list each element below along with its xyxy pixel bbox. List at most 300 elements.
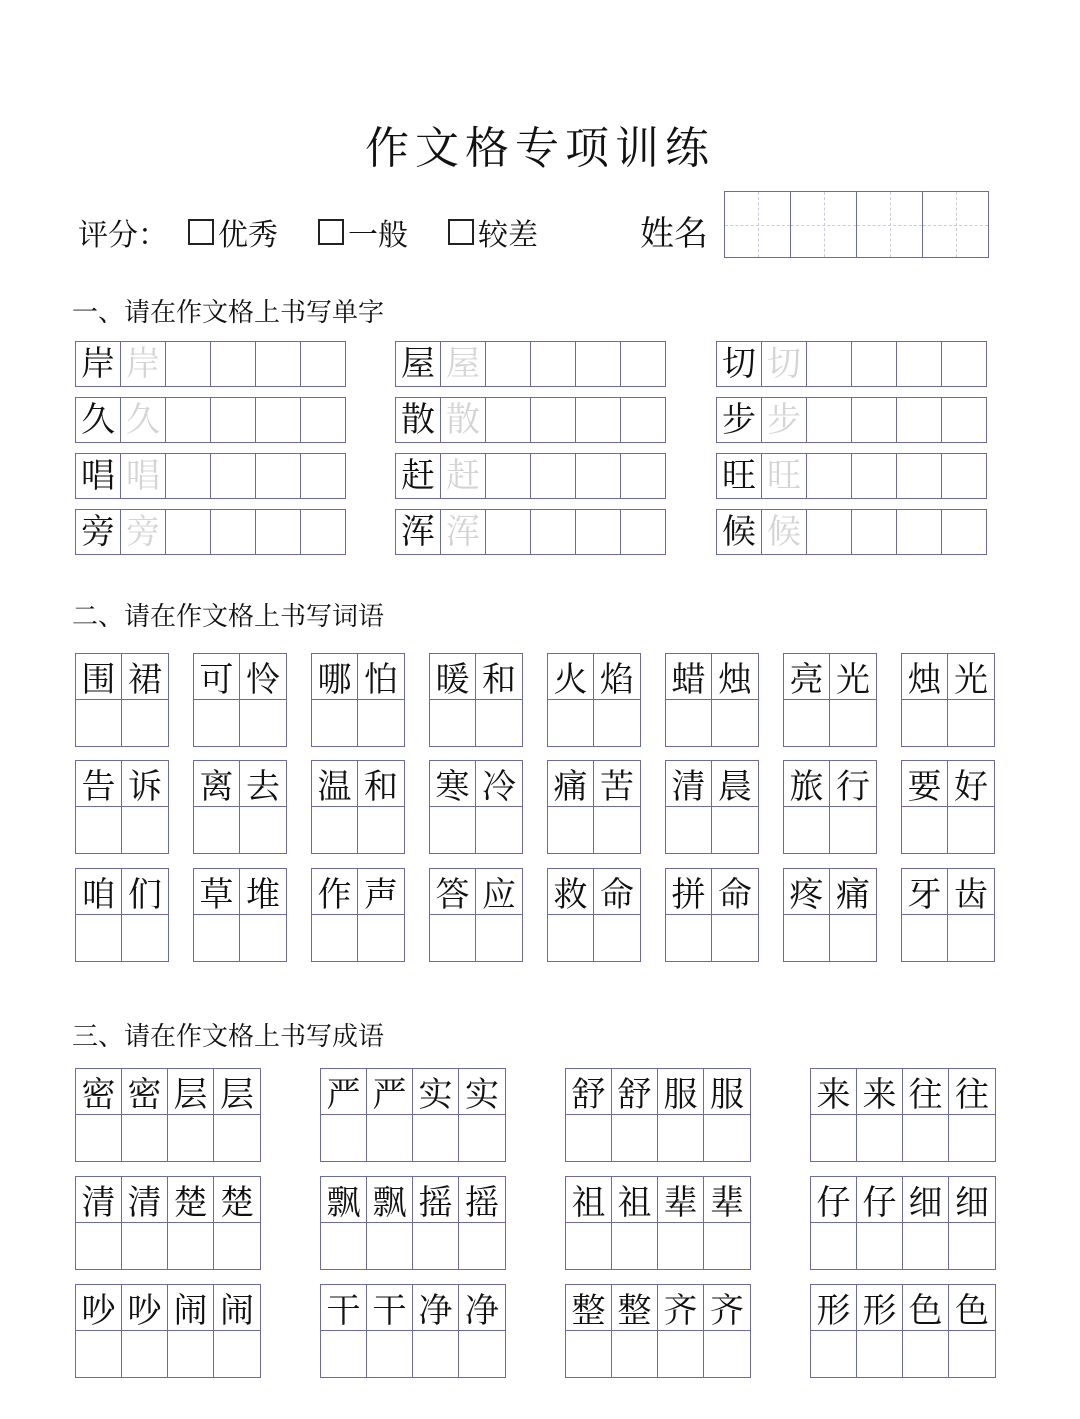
writing-cell[interactable]: [312, 915, 358, 961]
writing-cell[interactable]: [76, 1331, 122, 1377]
writing-cell[interactable]: [240, 807, 286, 853]
writing-cell[interactable]: [948, 915, 994, 961]
checkbox[interactable]: [318, 219, 344, 245]
writing-cell[interactable]: [784, 700, 830, 746]
word-box: [665, 653, 759, 747]
idiom-char: 干: [367, 1285, 413, 1331]
writing-cell[interactable]: [430, 700, 476, 746]
word-box: [665, 868, 759, 962]
trace-char-cell: [120, 397, 166, 443]
word-char: 去: [240, 761, 286, 807]
writing-cell[interactable]: [704, 1115, 750, 1161]
writing-cell[interactable]: [255, 509, 301, 555]
writing-cell[interactable]: [806, 341, 852, 387]
writing-cell[interactable]: [300, 397, 346, 443]
idiom-char: 清: [76, 1177, 122, 1223]
model-char: 唱: [81, 456, 115, 496]
idiom-char: 往: [903, 1069, 949, 1115]
writing-cell[interactable]: [485, 453, 531, 499]
writing-cell[interactable]: [168, 1223, 214, 1269]
writing-cell[interactable]: [658, 1331, 704, 1377]
word-box: [547, 760, 641, 854]
writing-cell[interactable]: [321, 1115, 367, 1161]
writing-cell[interactable]: [857, 1115, 903, 1161]
idiom-char: 仔: [857, 1177, 903, 1223]
writing-cell[interactable]: [902, 915, 948, 961]
writing-cell[interactable]: [165, 341, 211, 387]
idiom-char: 仔: [811, 1177, 857, 1223]
writing-cell[interactable]: [168, 1331, 214, 1377]
writing-cell[interactable]: [122, 700, 168, 746]
writing-cell[interactable]: [76, 1115, 122, 1161]
writing-cell[interactable]: [548, 807, 594, 853]
word-char: 好: [948, 761, 994, 807]
word-box: [547, 653, 641, 747]
writing-cell[interactable]: [122, 1115, 168, 1161]
writing-cell[interactable]: [122, 915, 168, 961]
idiom-char: 往: [949, 1069, 995, 1115]
model-char: 候: [722, 512, 756, 552]
model-char-cell: [716, 397, 762, 443]
writing-cell[interactable]: [830, 807, 876, 853]
word-char: 晨: [712, 761, 758, 807]
trace-char-cell: [440, 509, 486, 555]
idiom-char: 摇: [459, 1177, 505, 1223]
idiom-char: 清: [122, 1177, 168, 1223]
idiom-char: 摇: [413, 1177, 459, 1223]
word-char: 草: [194, 869, 240, 915]
writing-cell[interactable]: [459, 1223, 505, 1269]
word-char: 围: [76, 654, 122, 700]
idiom-char: 层: [168, 1069, 214, 1115]
writing-cell[interactable]: [941, 397, 987, 443]
writing-cell[interactable]: [666, 700, 712, 746]
trace-char: 旺: [767, 456, 801, 496]
name-input-grid[interactable]: [724, 191, 989, 258]
writing-cell[interactable]: [620, 509, 666, 555]
idiom-char: 色: [949, 1285, 995, 1331]
writing-cell[interactable]: [530, 397, 576, 443]
idiom-box: [320, 1176, 506, 1270]
word-char: 咱: [76, 869, 122, 915]
writing-cell[interactable]: [255, 341, 301, 387]
word-box: [75, 760, 169, 854]
checkbox[interactable]: [188, 219, 214, 245]
idiom-char: 形: [857, 1285, 903, 1331]
writing-cell[interactable]: [413, 1223, 459, 1269]
idiom-char: 齐: [658, 1285, 704, 1331]
writing-cell[interactable]: [704, 1331, 750, 1377]
writing-cell[interactable]: [321, 1223, 367, 1269]
idiom-box: [565, 1068, 751, 1162]
writing-cell[interactable]: [476, 700, 522, 746]
word-char: 诉: [122, 761, 168, 807]
writing-cell[interactable]: [620, 341, 666, 387]
idiom-char: 楚: [214, 1177, 260, 1223]
word-box: [901, 760, 995, 854]
char-practice-row: [716, 341, 987, 387]
idiom-char: 实: [413, 1069, 459, 1115]
name-cell[interactable]: [922, 191, 989, 258]
word-char: 堆: [240, 869, 286, 915]
word-char: 作: [312, 869, 358, 915]
idiom-char: 飘: [321, 1177, 367, 1223]
word-char: 苦: [594, 761, 640, 807]
writing-cell[interactable]: [612, 1331, 658, 1377]
writing-cell[interactable]: [896, 341, 942, 387]
writing-cell[interactable]: [851, 341, 897, 387]
model-char: 切: [722, 344, 756, 384]
writing-cell[interactable]: [903, 1331, 949, 1377]
writing-cell[interactable]: [214, 1115, 260, 1161]
writing-cell[interactable]: [612, 1115, 658, 1161]
writing-cell[interactable]: [806, 453, 852, 499]
idiom-box: [810, 1176, 996, 1270]
writing-cell[interactable]: [949, 1331, 995, 1377]
rating-option-average[interactable]: 一般: [318, 210, 408, 254]
model-char: 旺: [722, 456, 756, 496]
page-title: 作文格专项训练: [365, 123, 715, 174]
writing-cell[interactable]: [300, 341, 346, 387]
word-box: [783, 760, 877, 854]
char-practice-row: [716, 509, 987, 555]
model-char: 浑: [401, 512, 435, 552]
word-box: [547, 868, 641, 962]
writing-cell[interactable]: [712, 915, 758, 961]
idiom-char: 形: [811, 1285, 857, 1331]
rating-row: [78, 210, 578, 254]
writing-cell[interactable]: [358, 807, 404, 853]
checkbox[interactable]: [448, 219, 474, 245]
idiom-box: [75, 1068, 261, 1162]
writing-cell[interactable]: [210, 453, 256, 499]
writing-cell[interactable]: [612, 1223, 658, 1269]
idiom-char: 齐: [704, 1285, 750, 1331]
trace-char: 久: [126, 400, 160, 440]
writing-cell[interactable]: [712, 700, 758, 746]
writing-cell[interactable]: [476, 807, 522, 853]
writing-cell[interactable]: [903, 1115, 949, 1161]
writing-cell[interactable]: [566, 1223, 612, 1269]
writing-cell[interactable]: [620, 397, 666, 443]
word-char: 要: [902, 761, 948, 807]
writing-cell[interactable]: [851, 453, 897, 499]
model-char: 散: [401, 400, 435, 440]
writing-cell[interactable]: [122, 807, 168, 853]
word-char: 们: [122, 869, 168, 915]
word-char: 亮: [784, 654, 830, 700]
writing-cell[interactable]: [210, 397, 256, 443]
model-char-cell: [75, 397, 121, 443]
idiom-char: 闹: [168, 1285, 214, 1331]
writing-cell[interactable]: [255, 453, 301, 499]
char-practice-row: [395, 341, 666, 387]
model-char-cell: [395, 509, 441, 555]
writing-cell[interactable]: [948, 807, 994, 853]
trace-char-cell: [120, 509, 166, 555]
writing-cell[interactable]: [666, 915, 712, 961]
word-char: 救: [548, 869, 594, 915]
word-char: 牙: [902, 869, 948, 915]
writing-cell[interactable]: [575, 509, 621, 555]
writing-cell[interactable]: [76, 807, 122, 853]
model-char-cell: [395, 453, 441, 499]
writing-cell[interactable]: [76, 1223, 122, 1269]
rating-label: 评分：: [78, 218, 168, 253]
trace-char-cell: [440, 341, 486, 387]
idiom-char: 飘: [367, 1177, 413, 1223]
writing-cell[interactable]: [594, 807, 640, 853]
writing-cell[interactable]: [941, 341, 987, 387]
idiom-char: 层: [214, 1069, 260, 1115]
word-box: [783, 868, 877, 962]
word-box: [901, 868, 995, 962]
writing-cell[interactable]: [165, 453, 211, 499]
writing-cell[interactable]: [902, 807, 948, 853]
char-practice-row: [395, 397, 666, 443]
idiom-char: 密: [122, 1069, 168, 1115]
trace-char: 旁: [126, 512, 160, 552]
writing-cell[interactable]: [851, 509, 897, 555]
writing-cell[interactable]: [210, 509, 256, 555]
writing-cell[interactable]: [194, 807, 240, 853]
writing-cell[interactable]: [784, 915, 830, 961]
writing-cell[interactable]: [367, 1331, 413, 1377]
writing-cell[interactable]: [566, 1115, 612, 1161]
trace-char-cell: [761, 397, 807, 443]
idiom-char: 整: [612, 1285, 658, 1331]
writing-cell[interactable]: [76, 700, 122, 746]
writing-cell[interactable]: [811, 1331, 857, 1377]
idiom-box: [810, 1284, 996, 1378]
model-char-cell: [395, 341, 441, 387]
writing-cell[interactable]: [122, 1331, 168, 1377]
char-practice-row: [395, 509, 666, 555]
idiom-char: 实: [459, 1069, 505, 1115]
writing-cell[interactable]: [194, 915, 240, 961]
writing-cell[interactable]: [896, 509, 942, 555]
idiom-char: 吵: [76, 1285, 122, 1331]
writing-cell[interactable]: [358, 700, 404, 746]
idiom-char: 服: [704, 1069, 750, 1115]
word-char: 光: [830, 654, 876, 700]
writing-cell[interactable]: [903, 1223, 949, 1269]
word-char: 烛: [712, 654, 758, 700]
rating-option-poor[interactable]: 较差: [448, 210, 538, 254]
word-char: 命: [712, 869, 758, 915]
writing-cell[interactable]: [575, 397, 621, 443]
writing-cell[interactable]: [530, 453, 576, 499]
name-cell[interactable]: [790, 191, 857, 258]
writing-cell[interactable]: [851, 397, 897, 443]
writing-cell[interactable]: [214, 1223, 260, 1269]
writing-cell[interactable]: [485, 509, 531, 555]
idiom-char: 细: [949, 1177, 995, 1223]
writing-cell[interactable]: [485, 397, 531, 443]
idiom-char: 楚: [168, 1177, 214, 1223]
trace-char: 屋: [446, 344, 480, 384]
model-char-cell: [75, 341, 121, 387]
model-char-cell: [75, 509, 121, 555]
char-practice-row: [75, 453, 346, 499]
name-cell[interactable]: [724, 191, 791, 258]
section-heading-single: 一、请在作文格上书写单字: [72, 298, 385, 328]
writing-cell[interactable]: [255, 397, 301, 443]
writing-cell[interactable]: [594, 700, 640, 746]
word-char: 答: [430, 869, 476, 915]
word-char: 哪: [312, 654, 358, 700]
writing-cell[interactable]: [122, 1223, 168, 1269]
writing-cell[interactable]: [806, 397, 852, 443]
trace-char: 赶: [446, 456, 480, 496]
writing-cell[interactable]: [784, 807, 830, 853]
writing-cell[interactable]: [857, 1331, 903, 1377]
idiom-char: 闹: [214, 1285, 260, 1331]
writing-cell[interactable]: [830, 915, 876, 961]
writing-cell[interactable]: [459, 1331, 505, 1377]
char-practice-row: [75, 509, 346, 555]
writing-cell[interactable]: [76, 915, 122, 961]
model-char-cell: [395, 397, 441, 443]
writing-cell[interactable]: [312, 700, 358, 746]
word-char: 齿: [948, 869, 994, 915]
idiom-char: 舒: [566, 1069, 612, 1115]
model-char: 久: [81, 400, 115, 440]
idiom-char: 舒: [612, 1069, 658, 1115]
writing-cell[interactable]: [430, 915, 476, 961]
writing-cell[interactable]: [712, 807, 758, 853]
idiom-char: 严: [321, 1069, 367, 1115]
writing-cell[interactable]: [575, 341, 621, 387]
writing-cell[interactable]: [210, 341, 256, 387]
writing-cell[interactable]: [548, 700, 594, 746]
writing-cell[interactable]: [806, 509, 852, 555]
char-practice-row: [716, 453, 987, 499]
word-char: 疼: [784, 869, 830, 915]
word-box: [429, 653, 523, 747]
model-char-cell: [716, 509, 762, 555]
trace-char: 候: [767, 512, 801, 552]
idiom-char: 辈: [704, 1177, 750, 1223]
writing-cell[interactable]: [165, 509, 211, 555]
writing-cell[interactable]: [902, 700, 948, 746]
trace-char: 散: [446, 400, 480, 440]
trace-char: 步: [767, 400, 801, 440]
idiom-char: 整: [566, 1285, 612, 1331]
writing-cell[interactable]: [300, 509, 346, 555]
writing-cell[interactable]: [948, 700, 994, 746]
trace-char-cell: [120, 453, 166, 499]
writing-cell[interactable]: [666, 807, 712, 853]
idiom-char: 干: [321, 1285, 367, 1331]
writing-cell[interactable]: [830, 700, 876, 746]
idiom-char: 来: [811, 1069, 857, 1115]
writing-cell[interactable]: [620, 453, 666, 499]
writing-cell[interactable]: [194, 700, 240, 746]
writing-cell[interactable]: [941, 453, 987, 499]
word-char: 可: [194, 654, 240, 700]
writing-cell[interactable]: [214, 1331, 260, 1377]
writing-cell[interactable]: [485, 341, 531, 387]
writing-cell[interactable]: [240, 700, 286, 746]
word-char: 温: [312, 761, 358, 807]
word-char: 告: [76, 761, 122, 807]
writing-cell[interactable]: [658, 1223, 704, 1269]
writing-cell[interactable]: [566, 1331, 612, 1377]
writing-cell[interactable]: [704, 1223, 750, 1269]
writing-cell[interactable]: [949, 1223, 995, 1269]
word-char: 和: [476, 654, 522, 700]
writing-cell[interactable]: [857, 1223, 903, 1269]
writing-cell[interactable]: [949, 1115, 995, 1161]
writing-cell[interactable]: [321, 1331, 367, 1377]
writing-cell[interactable]: [476, 915, 522, 961]
idiom-box: [565, 1284, 751, 1378]
idiom-char: 祖: [612, 1177, 658, 1223]
name-cell[interactable]: [856, 191, 923, 258]
rating-option-excellent[interactable]: 优秀: [188, 210, 278, 254]
writing-cell[interactable]: [896, 397, 942, 443]
word-char: 应: [476, 869, 522, 915]
trace-char: 岸: [126, 344, 160, 384]
writing-cell[interactable]: [312, 807, 358, 853]
writing-cell[interactable]: [165, 397, 211, 443]
trace-char-cell: [761, 509, 807, 555]
writing-cell[interactable]: [358, 915, 404, 961]
word-char: 和: [358, 761, 404, 807]
writing-cell[interactable]: [896, 453, 942, 499]
writing-cell[interactable]: [811, 1223, 857, 1269]
model-char: 岸: [81, 344, 115, 384]
writing-cell[interactable]: [367, 1223, 413, 1269]
writing-cell[interactable]: [300, 453, 346, 499]
writing-cell[interactable]: [413, 1115, 459, 1161]
idiom-char: 吵: [122, 1285, 168, 1331]
writing-cell[interactable]: [240, 915, 286, 961]
word-box: [429, 868, 523, 962]
word-char: 火: [548, 654, 594, 700]
idiom-char: 祖: [566, 1177, 612, 1223]
model-char-cell: [716, 453, 762, 499]
word-char: 痛: [830, 869, 876, 915]
writing-cell[interactable]: [530, 341, 576, 387]
word-char: 拼: [666, 869, 712, 915]
writing-cell[interactable]: [575, 453, 621, 499]
char-practice-row: [75, 341, 346, 387]
idiom-char: 细: [903, 1177, 949, 1223]
section-heading-idioms: 三、请在作文格上书写成语: [72, 1022, 385, 1052]
writing-cell[interactable]: [367, 1115, 413, 1161]
idiom-char: 来: [857, 1069, 903, 1115]
writing-cell[interactable]: [594, 915, 640, 961]
word-char: 离: [194, 761, 240, 807]
writing-cell[interactable]: [459, 1115, 505, 1161]
word-char: 裙: [122, 654, 168, 700]
writing-cell[interactable]: [941, 509, 987, 555]
idiom-char: 色: [903, 1285, 949, 1331]
writing-cell[interactable]: [548, 915, 594, 961]
writing-cell[interactable]: [658, 1115, 704, 1161]
writing-cell[interactable]: [430, 807, 476, 853]
writing-cell[interactable]: [413, 1331, 459, 1377]
trace-char-cell: [440, 397, 486, 443]
writing-cell[interactable]: [530, 509, 576, 555]
trace-char-cell: [440, 453, 486, 499]
writing-cell[interactable]: [168, 1115, 214, 1161]
writing-cell[interactable]: [811, 1115, 857, 1161]
idiom-char: 辈: [658, 1177, 704, 1223]
word-char: 烛: [902, 654, 948, 700]
